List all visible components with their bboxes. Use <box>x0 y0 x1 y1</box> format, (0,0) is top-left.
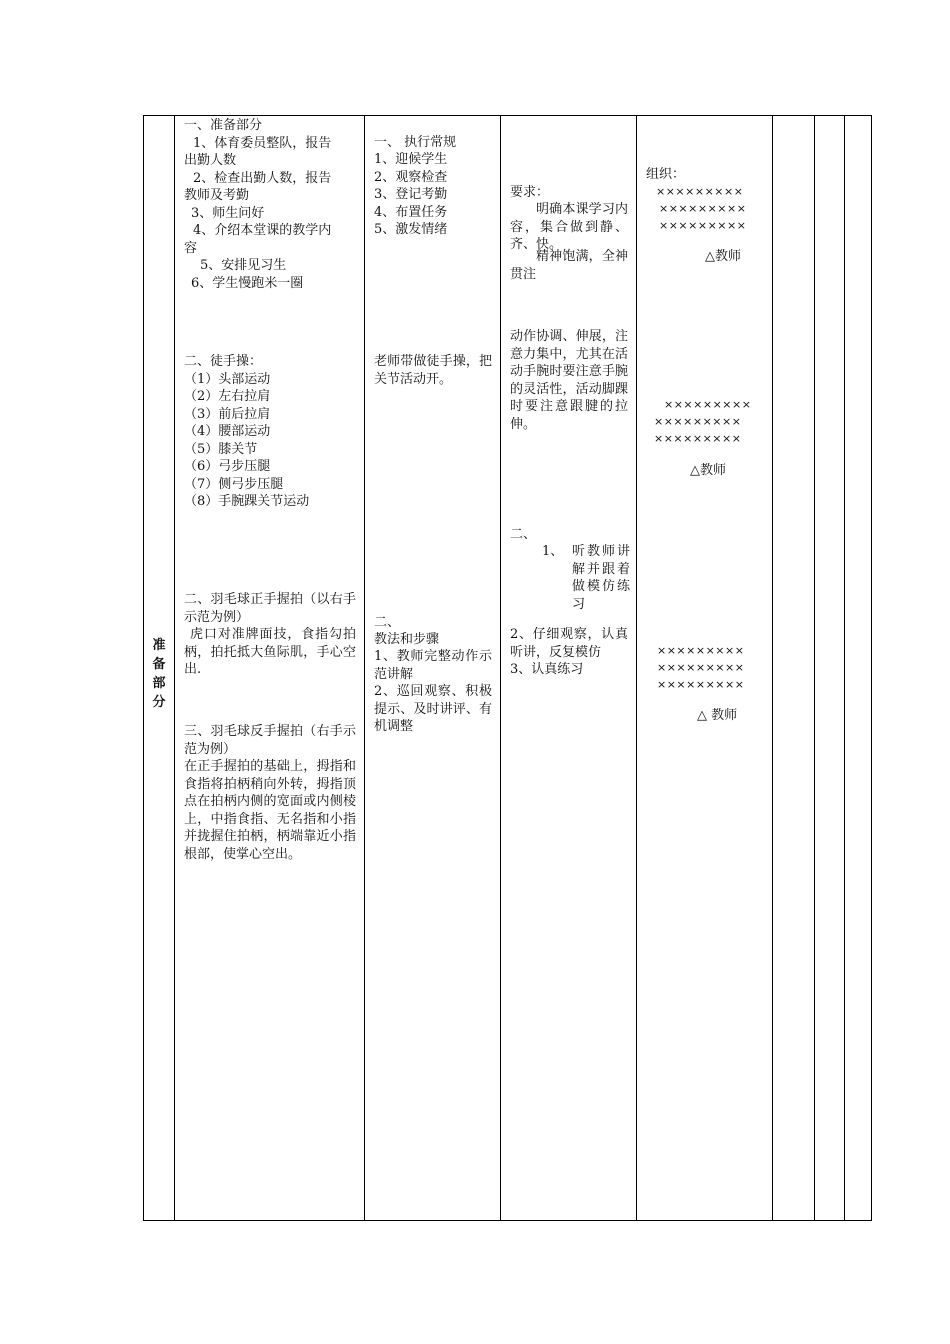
formation-row: ××××××××× <box>659 202 747 215</box>
backhand-text: 在正手握拍的基础上，拇指和食指将拍柄稍向外转，拇指顶点在拍柄内侧的宽面或内侧棱上，中指食指、无名指和小指并拢握住拍柄，柄端靠近小指根部，使掌心空出。 <box>184 759 356 862</box>
section-label-char: 准 <box>152 638 166 653</box>
formation-row: ××××××××× <box>664 398 752 411</box>
column-divider <box>772 115 773 1221</box>
exercise-requirement: 动作协调、伸展，注意力集中，尤其在活动手腕时要注意手腕的灵活性，活动脚踝时要注意跟腱的拉伸。 <box>510 329 628 432</box>
teacher-position: △教师 <box>690 463 726 478</box>
column-divider <box>814 115 815 1221</box>
prep-item: 2、检查出勤人数，报告 <box>193 171 332 186</box>
table-bottom-border <box>143 1220 872 1221</box>
practice-item-num: 1、 <box>542 544 564 559</box>
exercise-teacher-text: 老师带做徒手操，把关节活动开。 <box>374 354 492 387</box>
exercise-item: （8）手腕踝关节运动 <box>184 494 310 509</box>
teacher-position: △ 教师 <box>697 708 738 723</box>
method-item: 1、教师完整动作示范讲解 <box>374 649 492 682</box>
table-top-border <box>143 115 872 116</box>
organization-label: 组织： <box>646 167 686 182</box>
column-divider <box>364 115 365 1221</box>
section-label <box>151 636 167 712</box>
prep-item: 容 <box>184 241 198 256</box>
teacher-position: △教师 <box>705 249 741 264</box>
forehand-text: 虎口对准牌面技，食指勾拍柄，拍托抵大鱼际肌，手心空出. <box>184 627 356 677</box>
formation-row: ××××××××× <box>657 661 745 674</box>
column-divider <box>500 115 501 1221</box>
column-divider <box>844 115 845 1221</box>
requirement-text: 精神饱满，全神贯注 <box>510 249 628 282</box>
section-label-char: 部 <box>152 676 166 691</box>
prep-item: 教师及考勤 <box>184 188 250 203</box>
routine-item: 4、布置任务 <box>374 205 448 220</box>
column-divider <box>871 115 872 1221</box>
method-item: 2、巡回观察、积极提示、及时讲评、有机调整 <box>374 684 492 734</box>
method-num: 二、 <box>374 615 401 630</box>
prep-item: 6、学生慢跑米一圈 <box>191 276 304 291</box>
prep-item: 3、师生问好 <box>191 206 265 221</box>
practice-item: 3、认真练习 <box>510 662 584 677</box>
backhand-title: 三、羽毛球反手握拍（右手示范为例） <box>184 724 356 757</box>
method-title: 教法和步骤 <box>374 632 440 647</box>
formation-row: ××××××××× <box>656 185 744 198</box>
practice-num: 二、 <box>510 527 537 542</box>
prep-item: 5、安排见习生 <box>200 258 287 273</box>
exercise-item: （1）头部运动 <box>184 372 271 387</box>
formation-row: ××××××××× <box>659 219 747 232</box>
exercise-item: （5）膝关节 <box>184 442 258 457</box>
forehand-title: 二、羽毛球正手握拍（以右手示范为例） <box>184 592 356 625</box>
routine-item: 3、登记考勤 <box>374 187 448 202</box>
practice-item: 听教师讲解并跟着做模仿练习 <box>572 544 630 612</box>
prep-title: 一、准备部分 <box>184 118 263 133</box>
section-label-char: 备 <box>152 657 166 672</box>
routine-item: 1、迎候学生 <box>374 152 448 167</box>
exercise-title: 二、徒手操： <box>184 354 263 369</box>
section-label-char: 分 <box>152 695 166 710</box>
exercise-item: （6）弓步压腿 <box>184 459 271 474</box>
exercise-item: （4）腰部运动 <box>184 424 271 439</box>
prep-item: 4、介绍本堂课的教学内 <box>193 223 332 238</box>
exercise-item: （2）左右拉肩 <box>184 389 271 404</box>
formation-row: ××××××××× <box>654 432 742 445</box>
requirement-title: 要求： <box>510 185 550 200</box>
formation-row: ××××××××× <box>654 415 742 428</box>
routine-item: 5、激发情绪 <box>374 222 448 237</box>
exercise-item: （7）侧弓步压腿 <box>184 477 284 492</box>
column-divider <box>143 115 144 1221</box>
prep-item: 1、体育委员整队，报告 <box>193 136 332 151</box>
routine-title: 一、 执行常规 <box>374 135 457 150</box>
prep-item: 出勤人数 <box>184 153 237 168</box>
exercise-item: （3）前后拉肩 <box>184 407 271 422</box>
routine-item: 2、观察检查 <box>374 170 448 185</box>
column-divider <box>636 115 637 1221</box>
practice-item: 2、仔细观察，认真听讲，反复模仿 <box>510 627 628 660</box>
formation-row: ××××××××× <box>657 678 745 691</box>
formation-row: ××××××××× <box>657 644 745 657</box>
column-divider <box>174 115 175 1221</box>
requirement-text: 明确本课学习内容，集合做到静、齐、快。 <box>510 202 628 252</box>
